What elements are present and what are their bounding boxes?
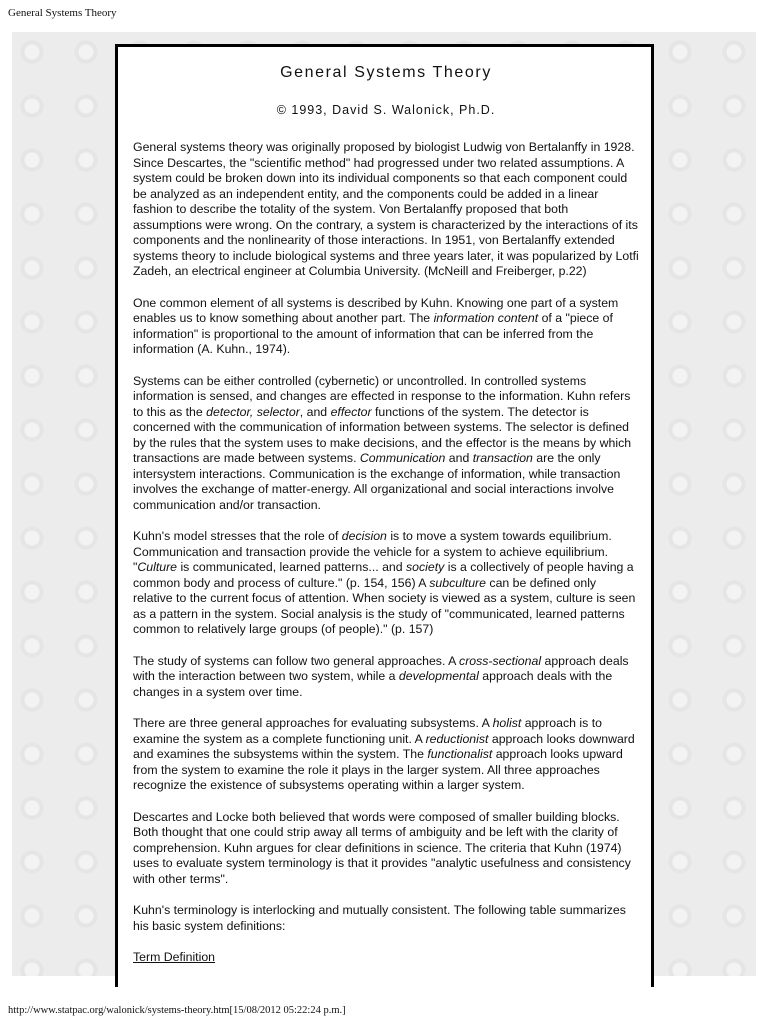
italic-term: information content [433,311,539,325]
article-paragraphs [133,140,639,934]
paragraph-text: approach looks upward from the system to examine the role it plays in the larger system. All three approaches recognize the existence of subsystems operating within a larger system. [133,747,623,792]
paragraph-text: are the only intersystem interactions. Communication is the exchange of information, while transaction involves the exchange of matter-energy. All organizational and social interactions involve communication and/or transaction. [133,451,621,512]
italic-term: developmental [398,669,479,683]
italic-term: effector [330,404,372,419]
italic-term: transaction [472,451,533,465]
paragraph-text: Systems can be either controlled (cybernetic) or uncontrolled. In controlled systems information is sensed, and changes are effected in response to the information. Kuhn refers to this as the [133,373,631,419]
table-heading: Term Definition [133,950,216,964]
paragraph-text: is to move a system towards equilibrium. Communication and transaction provide the vehicle for a system to achieve equilibrium. " [133,529,612,574]
article-paragraph [133,529,639,638]
paragraph-text: is a collectively of people having a common body and process of culture." (p. 154, 156) A [133,560,634,590]
article-paragraph [133,296,639,358]
italic-term: Communication [359,451,446,465]
paragraph-text: approach deals with the changes in a system over time. [133,669,613,699]
article-paragraph [133,374,639,514]
paragraph-text: Descartes and Locke both believed that words were composed of smaller building blocks. Both thought that one could strip away all terms of ambiguity and be left with the clarity of comprehension. Kuhn argues for clear definitions in science. The criteria that Kuhn (1974) uses to evaluate system terminology is that it provides "analytic usefulness and consistency with other terms". [133,809,631,886]
article-paragraph [133,140,639,280]
italic-term: reductionist [425,731,489,746]
paragraph-text: is communicated, learned patterns... and [177,560,407,574]
paragraph-text: approach deals with the interaction between two system, while a [133,653,629,683]
article-paragraph [133,810,639,888]
italic-term: Culture [137,560,178,574]
article-paragraph [133,716,639,794]
paragraph-text: and [445,451,473,465]
paragraph-text: approach is to examine the system as a complete functioning unit. A [133,716,602,746]
article-paragraph [133,903,639,934]
article-author: © 1993, David S. Walonick, Ph.D. [276,102,496,117]
italic-term: decision [341,529,387,543]
paragraph-text: The study of systems can follow two general approaches. A [133,653,460,668]
paragraph-text: General systems theory was originally proposed by biologist Ludwig von Bertalanffy in 1928. Since Descartes, the "scientific method" had progressed under two related assumptions. A system could be broken down into its individual components so that each component could be analyzed as an independent entity, and the components could be added in a linear fashion to describe the totality of the system. Von Bertalanffy proposed that both assumptions were wrong. On the contrary, a system is characterized by the interactions of its components and the nonlinearity of those interactions. In 1951, von Bertalanffy extended systems theory to include biological systems and three years later, it was popularized by Lotfi Zadeh, an electrical engineer at Columbia University. (McNeill and Freiberger, p.22) [133,140,639,278]
italic-term: detector, selector [206,404,300,419]
article-paragraph [133,654,639,701]
article-content-box [115,44,654,987]
paragraph-text: There are three general approaches for evaluating subsystems. A [133,716,493,730]
paragraph-text: Kuhn's model stresses that the role of [133,529,342,543]
paragraph-text: of a "piece of information" is proportional to the amount of information that can be inferred from the information (A. Kuhn., 1974). [133,311,613,356]
paragraph-text: Kuhn's terminology is interlocking and mutually consistent. The following table summarizes his basic system definitions: [133,903,626,933]
paragraph-text: One common element of all systems is described by Kuhn. Knowing one part of a system enables us to know something about another part. The [133,295,619,325]
paragraph-text: functions of the system. The detector is concerned with the communication of information between systems. The selector is defined by the rules that the system uses to make decisions, and the effector is the means by which transactions are made between systems. [133,404,632,465]
paragraph-text: , and [299,404,331,419]
print-footer-url: http://www.statpac.org/walonick/systems-theory.htm[15/08/2012 05:22:24 p.m.] [8,1005,346,1016]
print-header-title: General Systems Theory [8,7,117,19]
article-title: General Systems Theory [280,64,492,81]
italic-term: society [406,560,445,574]
article-body [118,47,651,966]
paragraph-text: can be defined only relative to the current focus of attention. When society is viewed as a system, culture is seen as a pattern in the system. Social analysis is the study of "communicated, learned patterns common to relatively large groups (of people)." (p. 157) [133,575,636,636]
italic-term: functionalist [427,747,493,761]
italic-term: cross-sectional [459,653,542,668]
italic-term: subculture [429,575,486,590]
italic-term: holist [492,716,522,730]
paragraph-text: approach looks downward and examines the subsystems within the system. The [133,731,635,761]
